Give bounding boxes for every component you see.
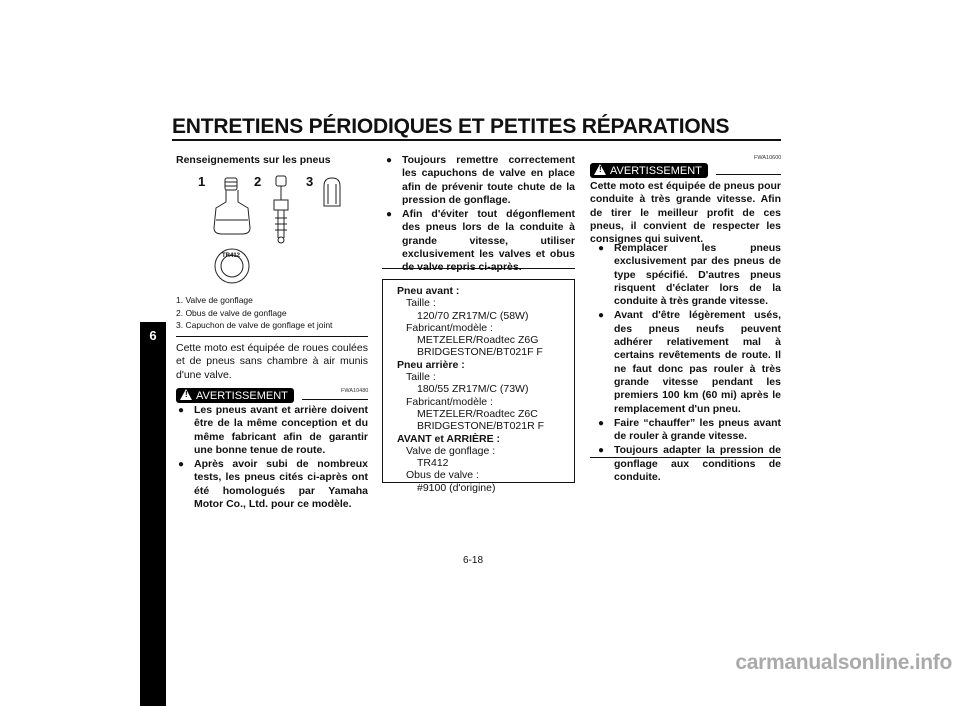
page-title: ENTRETIENS PÉRIODIQUES ET PETITES RÉPARATIONS	[172, 115, 730, 138]
warning-label-left	[176, 386, 294, 404]
list-item: ● Les pneus avant et arrière doivent être de la même conception et du même fabricant afin de garantir une bonne tenue de route.	[178, 404, 368, 456]
legend-item-3: 3. Capuchon de valve de gonflage et joint	[176, 320, 333, 330]
list-item: ● Toujours adapter la pression de gonflage aux conditions de conduite.	[598, 444, 781, 484]
valve-drawing	[176, 168, 376, 288]
spec-front-title: Pneu avant :	[397, 285, 460, 297]
title-rule	[172, 139, 781, 141]
figure-number-2: 2	[254, 174, 262, 189]
spec-rear-maker-2: BRIDGESTONE/BT021R F	[417, 420, 545, 433]
warning-triangle-icon: !	[594, 164, 606, 175]
spec-core-value: #9100 (d'origine)	[417, 481, 496, 494]
legend-item-2: 2. Obus de valve de gonflage	[176, 307, 287, 318]
spec-front-size: 120/70 ZR17M/C (58W)	[417, 309, 529, 322]
warning-bullets-right	[596, 242, 781, 485]
list-item: ● Toujours remettre correctement les capuchons de valve en place afin de prévenir toute chute de la pression de gonflage.	[386, 154, 575, 206]
spec-front-maker-label: Fabricant/modèle :	[406, 321, 493, 334]
figure-legend	[176, 294, 332, 332]
warning-rule-right	[716, 174, 781, 175]
spec-rear-title: Pneu arrière :	[397, 358, 465, 371]
spec-front-maker-2: BRIDGESTONE/BT021F F	[417, 346, 543, 359]
footer-watermark: carmanualsonline.info	[735, 651, 952, 674]
warning-end-rule-right	[590, 457, 781, 458]
list-item: ● Faire “chauffer” les pneus avant de rouler à grande vitesse.	[598, 416, 781, 443]
warning-code-left: FWA10480	[341, 388, 369, 394]
warning-code-right: FWA10600	[754, 155, 782, 161]
warning-rule-left	[302, 399, 368, 400]
list-item: ● Après avoir subi de nombreux tests, les pneus cités ci-après ont été homologués par Yamaha Motor Co., Ltd. pour ce modèle.	[178, 458, 368, 511]
spec-rear-maker-label: Fabricant/modèle :	[406, 395, 493, 408]
intro-paragraph: Cette moto est équipée de roues coulées et de pneus sans chambre à air munis d'une valve.	[176, 342, 368, 381]
warning-bullets-middle	[384, 154, 575, 276]
spec-rear-maker-1: METZELER/Roadtec Z6C	[417, 407, 538, 420]
chapter-tab-number: 6	[149, 328, 157, 343]
spec-front-size-label: Taille :	[406, 297, 436, 310]
warning-label-right	[590, 161, 708, 179]
list-item: ● Avant d'être légèrement usés, des pneus neufs peuvent adhérer relativement mal à certains revêtements de route. Il ne faut donc pas rouler à très grande vitesse pendant les premiers 100 km (60 mi) après le remplacement d'un pneu.	[598, 309, 781, 415]
figure-number-1: 1	[198, 174, 206, 189]
spec-valve-value: TR412	[417, 457, 449, 470]
spec-rear-size: 180/55 ZR17M/C (73W)	[417, 383, 529, 396]
list-item: ● Remplacer les pneus exclusivement par des pneus de type spécifié. D'autres pneus risquent d'éclater lors de la conduite à très grande vitesse.	[598, 242, 781, 308]
spec-core-label: Obus de valve :	[406, 469, 479, 482]
chapter-tab	[140, 322, 166, 706]
warning-bullets-left	[176, 404, 368, 512]
valve-figure	[176, 168, 376, 288]
legend-rule	[176, 336, 368, 337]
section-heading: Renseignements sur les pneus	[176, 154, 331, 166]
warning-text: AVERTISSEMENT	[196, 390, 288, 402]
legend-item-1: 1. Valve de gonflage	[176, 295, 253, 305]
valve-stamp: TR412	[222, 253, 241, 259]
spec-both-title: AVANT et ARRIÈRE :	[397, 432, 501, 445]
warning-intro-right: Cette moto est équipée de pneus pour conduite à très grande vitesse. Afin de tirer le meilleur profit de ces pneus, il convient de respecter les consignes qui suivent.	[590, 180, 781, 246]
page-number: 6-18	[463, 555, 484, 566]
figure-number-3: 3	[306, 174, 314, 189]
warning-end-rule-middle	[382, 268, 575, 269]
warning-triangle-icon: !	[180, 389, 192, 400]
spec-valve-label: Valve de gonflage :	[406, 444, 496, 457]
warning-text: AVERTISSEMENT	[610, 165, 702, 177]
spec-rear-size-label: Taille :	[406, 371, 436, 384]
tire-spec-box	[382, 279, 575, 494]
list-item: ● Afin d'éviter tout dégonflement des pneus lors de la conduite à grande vitesse, utiliser exclusivement les valves et obus	[386, 208, 575, 261]
spec-front-maker-1: METZELER/Roadtec Z6G	[417, 334, 539, 347]
